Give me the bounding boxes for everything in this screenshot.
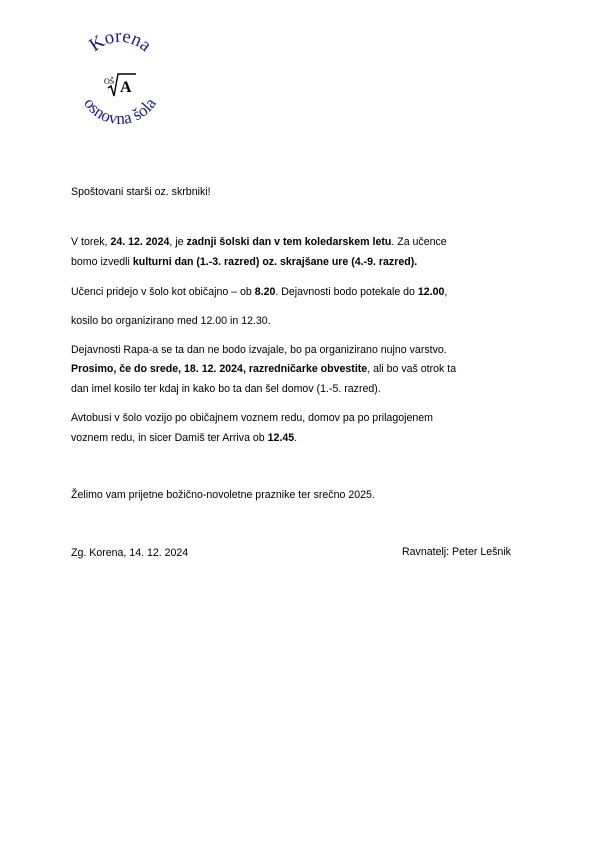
paragraph-3: kosilo bo organizirano med 12.00 in 12.30. bbox=[71, 315, 271, 327]
paragraph-5-line-1: Avtobusi v šolo vozijo po običajnem voznem redu, domov pa po prilagojenem bbox=[71, 412, 433, 424]
paragraph-4-line-2: Prosimo, če do srede, 18. 12. 2024, razredničarke obvestite, ali bo vaš otrok ta bbox=[71, 363, 457, 375]
logo-os-label: OŠ bbox=[104, 77, 115, 86]
paragraph-1-line-1: V torek, 24. 12. 2024, je zadnji šolski dan v tem koledarskem letu. Za učence bbox=[71, 236, 447, 248]
logo-bottom-text: osnovna šola bbox=[80, 94, 160, 129]
signature: Ravnatelj: Peter Lešnik bbox=[402, 546, 511, 558]
logo-root-letter: A bbox=[120, 79, 132, 96]
paragraph-1-line-2: bomo izvedli kulturni dan (1.-3. razred) oz. skrajšane ure (4.-9. razred). bbox=[71, 256, 418, 268]
paragraph-4-line-1: Dejavnosti Rapa-a se ta dan ne bodo izvajale, bo pa organizirano nujno varstvo. bbox=[71, 344, 447, 356]
school-logo bbox=[64, 30, 174, 140]
logo-top-text: Korena bbox=[85, 30, 156, 57]
paragraph-2: Učenci pridejo v šolo kot običajno – ob 8.20. Dejavnosti bodo potekale do 12.00, bbox=[71, 286, 448, 298]
paragraph-4-line-3: dan imel kosilo ter kdaj in kako bo ta dan šel domov (1.-5. razred). bbox=[71, 383, 381, 395]
paragraph-5-line-2: voznem redu, in sicer Damiš ter Arriva ob 12.45. bbox=[71, 432, 298, 444]
place-date: Zg. Korena, 14. 12. 2024 bbox=[71, 547, 189, 559]
greeting: Spoštovani starši oz. skrbniki! bbox=[71, 186, 211, 198]
wishes: Želimo vam prijetne božično-novoletne praznike ter srečno 2025. bbox=[71, 489, 375, 501]
